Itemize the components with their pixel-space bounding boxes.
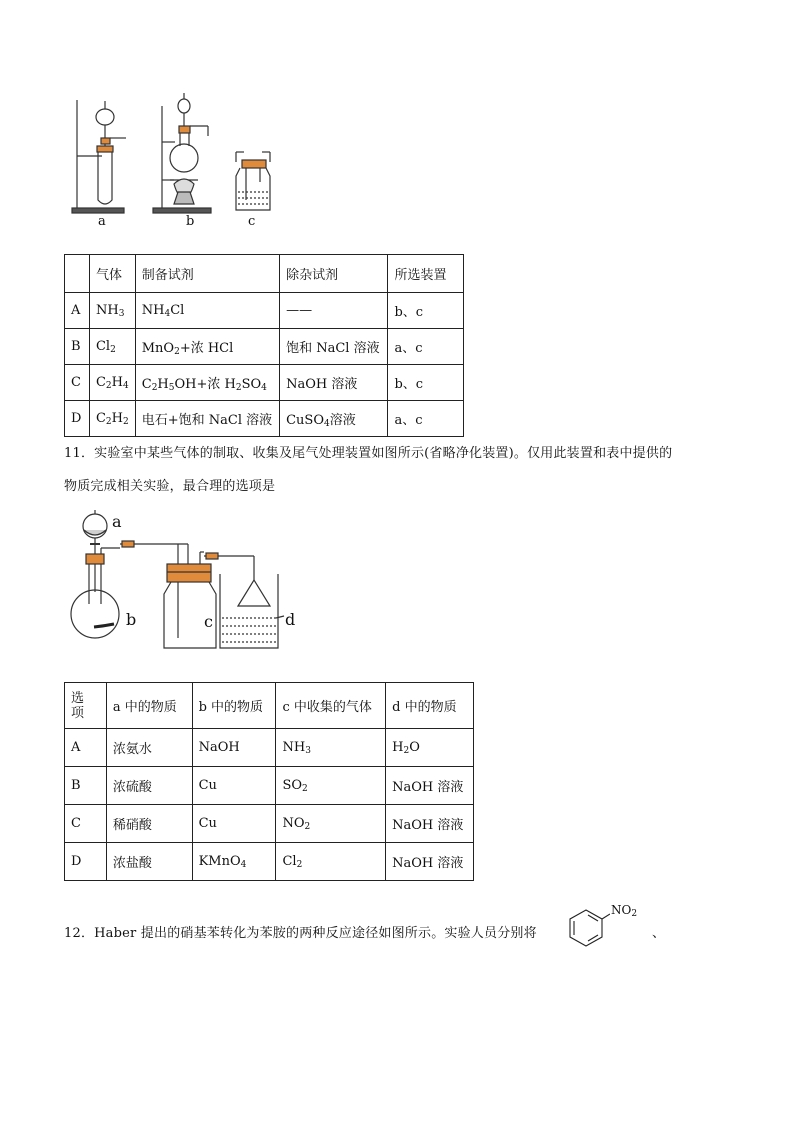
- chem-text: O: [409, 740, 420, 755]
- chem-text: NO: [282, 816, 305, 831]
- chem-text: 电石+饱和 NaCl 溶液: [141, 413, 273, 428]
- gas-cell: [89, 401, 135, 437]
- reagent-cell: [135, 365, 279, 401]
- chem-text: 浓硫酸: [112, 780, 152, 795]
- header-cell: 所选装置: [388, 255, 464, 293]
- table-row: [65, 401, 464, 437]
- chem-text: SO: [241, 377, 262, 392]
- option-cell: B: [65, 767, 107, 805]
- question-11-line-2: 物质完成相关实验，最合理的选项是: [64, 479, 276, 494]
- chem-subscript: 4: [240, 860, 247, 870]
- substance-b-cell: [192, 843, 276, 881]
- chem-text: NaOH 溶液: [286, 377, 358, 392]
- chem-text: C: [95, 411, 106, 426]
- apparatus-label-c: c: [248, 214, 256, 229]
- chem-text: NH: [95, 303, 119, 318]
- table-row: [65, 843, 474, 881]
- chem-subscript: 2: [105, 381, 112, 391]
- nitro-group-subscript: 2: [631, 909, 638, 919]
- header-cell: 气体: [89, 255, 135, 293]
- gas-cell: [89, 329, 135, 365]
- gas-c-cell: [276, 843, 386, 881]
- gas-collection-apparatus-diagram: [70, 508, 310, 654]
- header-cell: b 中的物质: [192, 683, 276, 729]
- header-cell: 制备试剂: [135, 255, 279, 293]
- chem-subscript: 2: [304, 822, 311, 832]
- chem-text: 浓氨水: [112, 742, 152, 757]
- question-11-line-1: 11．实验室中某些气体的制取、收集及尾气处理装置如图所示(省略净化装置)。仅用此装置和表中提供的: [64, 446, 673, 461]
- chem-text: NH: [141, 303, 165, 318]
- table-row: [65, 767, 474, 805]
- chem-subscript: 2: [296, 860, 303, 870]
- chem-text: Cl: [170, 303, 185, 318]
- chem-subscript: 2: [123, 417, 129, 427]
- chem-subscript: 3: [118, 309, 125, 319]
- chem-text: 浓盐酸: [112, 856, 152, 871]
- option-cell: D: [65, 843, 107, 881]
- substance-d-cell: [386, 843, 474, 881]
- substance-d-cell: [386, 805, 474, 843]
- chem-text: Cu: [198, 816, 217, 831]
- gas-cell: [89, 293, 135, 329]
- header-cell-option: [65, 683, 107, 729]
- purify-cell: [280, 329, 388, 365]
- substance-a-cell: [106, 767, 192, 805]
- chem-text: +浓 HCl: [179, 341, 234, 356]
- chem-text: CuSO: [286, 413, 324, 428]
- option-cell: C: [65, 805, 107, 843]
- option-cell: A: [65, 293, 90, 329]
- gas-collecting-bottle-c: [164, 544, 254, 648]
- chem-subscript: 4: [123, 381, 129, 391]
- chem-text: H: [392, 740, 404, 755]
- substance-b-cell: [192, 805, 276, 843]
- device-cell: b、c: [388, 365, 464, 401]
- substance-b-cell: [192, 767, 276, 805]
- table-row: [65, 729, 474, 767]
- header-cell: [65, 255, 90, 293]
- apparatus-a: [72, 100, 126, 213]
- chem-subscript: 5: [168, 383, 175, 393]
- gas-collection-table: [64, 682, 474, 881]
- header-cell: a 中的物质: [106, 683, 192, 729]
- table-row: [65, 329, 464, 365]
- apparatus-label-b: b: [186, 214, 195, 229]
- option-cell: B: [65, 329, 90, 365]
- chem-text: NaOH: [198, 740, 240, 755]
- reagent-cell: [135, 401, 279, 437]
- header-cell: 除杂试剂: [280, 255, 388, 293]
- apparatus-c: [236, 152, 270, 210]
- purify-cell: [280, 365, 388, 401]
- gas-preparation-table: [64, 254, 464, 437]
- chem-subscript: 2: [302, 784, 308, 794]
- device-cell: b、c: [388, 293, 464, 329]
- table-row: [65, 805, 474, 843]
- chem-text: ——: [286, 303, 313, 318]
- chem-subscript: 4: [164, 309, 171, 319]
- chem-text: H: [157, 377, 169, 392]
- chem-subscript: 3: [305, 746, 311, 756]
- chem-text: NaOH 溶液: [392, 780, 464, 795]
- chem-text: 饱和 NaCl 溶液: [286, 341, 380, 356]
- substance-a-cell: [106, 729, 192, 767]
- question-12-text: 12．Haber 提出的硝基苯转化为苯胺的两种反应途径如图所示。实验人员分别将: [64, 926, 537, 941]
- chem-subscript: 4: [323, 419, 330, 429]
- chem-text: NH: [282, 740, 306, 755]
- apparatus-label-b: b: [126, 610, 137, 629]
- chem-text: MnO: [141, 341, 175, 356]
- reagent-cell: [135, 329, 279, 365]
- chem-subscript: 2: [151, 383, 158, 393]
- chem-subscript: 4: [261, 383, 267, 393]
- gas-cell: [89, 365, 135, 401]
- option-cell: A: [65, 729, 107, 767]
- chem-text: KMnO: [198, 854, 241, 869]
- apparatus-label-a: a: [112, 512, 122, 531]
- chem-text: H: [111, 411, 123, 426]
- table-header-row: [65, 255, 464, 293]
- device-cell: a、c: [388, 329, 464, 365]
- header-opt-line-1: 选: [71, 690, 85, 706]
- chem-text: C: [141, 377, 152, 392]
- header-cell: d 中的物质: [386, 683, 474, 729]
- chem-text: H: [111, 375, 123, 390]
- chem-text: 溶液: [329, 413, 356, 428]
- chem-text: SO: [282, 778, 303, 793]
- chem-text: Cu: [198, 778, 217, 793]
- purify-cell: [280, 293, 388, 329]
- chem-text: NaOH 溶液: [392, 856, 464, 871]
- chem-text: Cl: [95, 339, 111, 354]
- chem-subscript: 2: [105, 417, 112, 427]
- apparatus-abc-diagram: [60, 88, 280, 220]
- header-cell: c 中收集的气体: [276, 683, 386, 729]
- nitro-group-text: NO: [611, 903, 632, 917]
- table-header-row: [65, 683, 474, 729]
- substance-a-cell: [106, 843, 192, 881]
- chem-text: Cl: [282, 854, 297, 869]
- substance-d-cell: [386, 729, 474, 767]
- header-opt-line-2: 项: [71, 705, 85, 721]
- apparatus-b: [153, 93, 211, 213]
- option-cell: D: [65, 401, 90, 437]
- trailing-punctuation: 、: [652, 926, 666, 941]
- chem-subscript: 2: [235, 383, 242, 393]
- nitro-group-label: [611, 903, 637, 917]
- beaker-d: [220, 574, 284, 648]
- apparatus-label-d: d: [285, 610, 296, 629]
- chem-subscript: 2: [110, 345, 116, 355]
- table-row: [65, 293, 464, 329]
- benzene-ring-structure: [566, 906, 610, 950]
- purify-cell: [280, 401, 388, 437]
- substance-a-cell: [106, 805, 192, 843]
- gas-c-cell: [276, 729, 386, 767]
- substance-b-cell: [192, 729, 276, 767]
- chem-text: NaOH 溶液: [392, 818, 464, 833]
- round-flask-b: [71, 554, 119, 638]
- gas-c-cell: [276, 767, 386, 805]
- table-row: [65, 365, 464, 401]
- chem-subscript: 2: [403, 746, 410, 756]
- chem-text: OH+浓 H: [174, 377, 236, 392]
- chem-subscript: 2: [174, 347, 180, 357]
- chem-text: 稀硝酸: [112, 818, 152, 833]
- reagent-cell: [135, 293, 279, 329]
- gas-c-cell: [276, 805, 386, 843]
- option-cell: C: [65, 365, 90, 401]
- apparatus-label-c: c: [204, 612, 213, 631]
- chem-text: C: [95, 375, 106, 390]
- device-cell: a、c: [388, 401, 464, 437]
- apparatus-label-a: a: [98, 214, 106, 229]
- substance-d-cell: [386, 767, 474, 805]
